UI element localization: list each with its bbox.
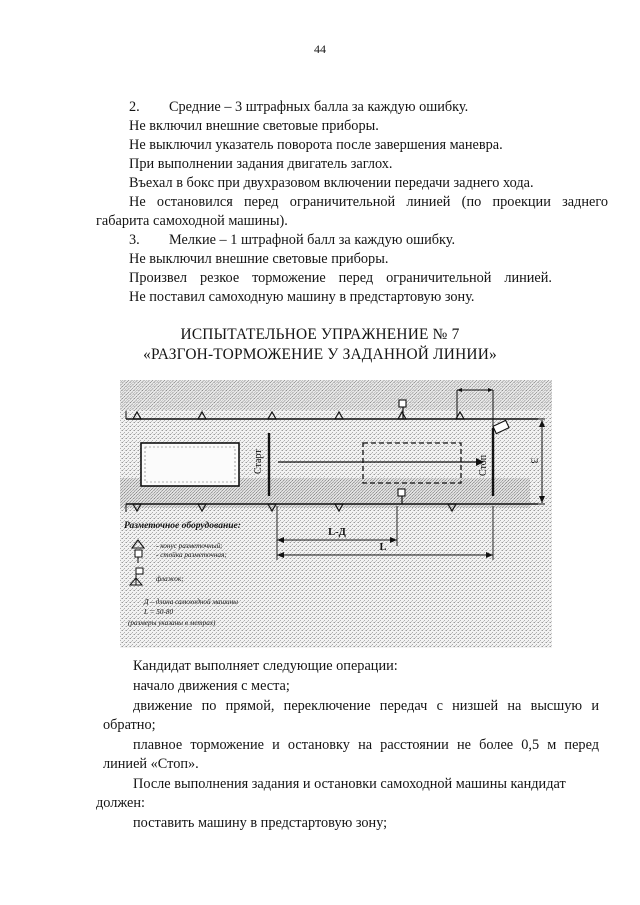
minor-penalty-item: Произвел резкое торможение перед ограничительной линией. bbox=[129, 270, 552, 286]
dimension-l-minus-d-label: L-Д bbox=[328, 527, 346, 538]
scan-background bbox=[120, 380, 552, 648]
legend-post-text: - стойка разметочная; bbox=[156, 551, 227, 559]
operation-item: движение по прямой, переключение передач с низшей на высшую и bbox=[133, 698, 599, 714]
stop-label: Стоп bbox=[478, 454, 489, 476]
dimension-l-label: L bbox=[379, 542, 387, 553]
after-exercise-text: После выполнения задания и остановки самоходной машины кандидат bbox=[133, 776, 566, 792]
operation-item-continued: обратно; bbox=[103, 717, 156, 733]
legend-l-range: L = 50-80 bbox=[144, 608, 174, 616]
operation-item: начало движения с места; bbox=[133, 678, 290, 694]
legend-flag-text: флажок; bbox=[156, 575, 184, 583]
medium-penalty-item: При выполнении задания двигатель заглох. bbox=[129, 156, 393, 172]
medium-penalty-item: Не остановился перед ограничительной линией (по проекции заднего bbox=[129, 194, 608, 210]
exercise-diagram bbox=[118, 378, 554, 650]
page-number: 44 bbox=[314, 42, 326, 56]
final-operation-item: поставить машину в предстартовую зону; bbox=[133, 815, 388, 831]
medium-penalty-heading bbox=[129, 98, 468, 116]
medium-penalty-number: 2. bbox=[129, 99, 140, 115]
start-label: Старт bbox=[253, 449, 264, 474]
medium-penalty-item: Въехал в бокс при двухразовом включении передачи заднего хода. bbox=[129, 175, 534, 191]
legend-title: Разметочное оборудование: bbox=[124, 521, 241, 531]
operations-intro: Кандидат выполняет следующие операции: bbox=[133, 658, 398, 674]
medium-penalty-item: Не выключил указатель поворота после завершения маневра. bbox=[129, 137, 503, 153]
operation-item: плавное торможение и остановку на расстоянии не более 0,5 м перед bbox=[133, 737, 599, 753]
after-exercise-text-continued: должен: bbox=[96, 795, 146, 811]
medium-penalty-text: Средние – 3 штрафных балла за каждую ошибку. bbox=[169, 99, 469, 115]
minor-penalty-item: Не выключил внешние световые приборы. bbox=[129, 251, 389, 267]
minor-penalty-text: Мелкие – 1 штрафной балл за каждую ошибку. bbox=[169, 232, 456, 248]
legend-vehicle-length: Д – длина самоходной машины bbox=[144, 598, 239, 606]
legend-units-note: (размеры указаны в метрах) bbox=[128, 619, 216, 627]
minor-penalty-heading bbox=[129, 231, 455, 249]
exercise-subtitle: «РАЗГОН-ТОРМОЖЕНИЕ У ЗАДАННОЙ ЛИНИИ» bbox=[143, 346, 497, 363]
minor-penalty-item: Не поставил самоходную машину в предстартовую зону. bbox=[129, 289, 475, 305]
legend-cone-text: - конус разметочный; bbox=[156, 542, 223, 550]
width-label: 3 bbox=[528, 458, 540, 464]
medium-penalty-item-continued: габарита самоходной машины). bbox=[96, 213, 288, 229]
medium-penalty-item: Не включил внешние световые приборы. bbox=[129, 118, 379, 134]
operation-item-continued: линией «Стоп». bbox=[103, 756, 199, 772]
vehicle-start-box bbox=[141, 443, 239, 486]
exercise-title: ИСПЫТАТЕЛЬНОЕ УПРАЖНЕНИЕ № 7 bbox=[180, 326, 460, 343]
minor-penalty-number: 3. bbox=[129, 232, 140, 248]
